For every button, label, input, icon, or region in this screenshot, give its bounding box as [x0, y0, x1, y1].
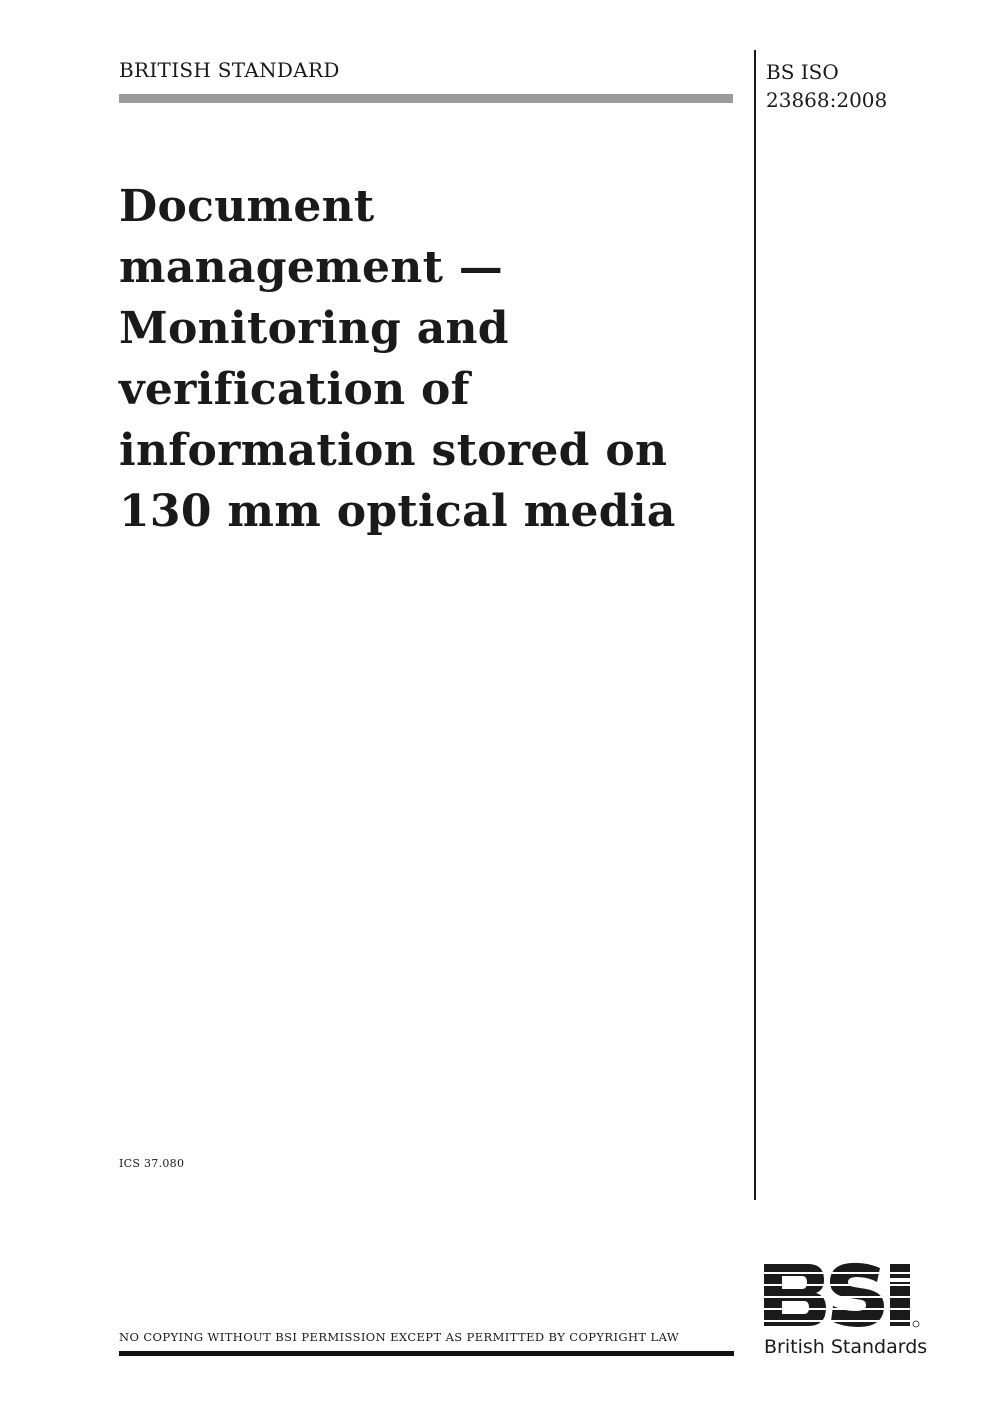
- header-rule: [119, 94, 733, 103]
- logo-caption: British Standards: [764, 1336, 928, 1358]
- standard-type-label: BRITISH STANDARD: [119, 58, 340, 82]
- document-title: [119, 176, 739, 542]
- ics-code: ICS 37.080: [119, 1157, 185, 1170]
- copyright-notice: NO COPYING WITHOUT BSI PERMISSION EXCEPT AS PERMITTED BY COPYRIGHT LAW: [119, 1330, 680, 1344]
- vertical-divider: [754, 50, 756, 1200]
- document-number-line-1: BS ISO: [766, 60, 839, 84]
- title-line: Monitoring and: [119, 303, 509, 354]
- title-line: verification of: [119, 364, 470, 415]
- title-line: information stored on: [119, 425, 668, 476]
- title-line: Document: [119, 181, 375, 232]
- title-line: 130 mm optical media: [119, 486, 676, 537]
- title-line: management —: [119, 242, 504, 293]
- document-number-line-2: 23868:2008: [766, 88, 888, 112]
- document-number: [766, 58, 887, 114]
- footer-rule: [119, 1351, 734, 1356]
